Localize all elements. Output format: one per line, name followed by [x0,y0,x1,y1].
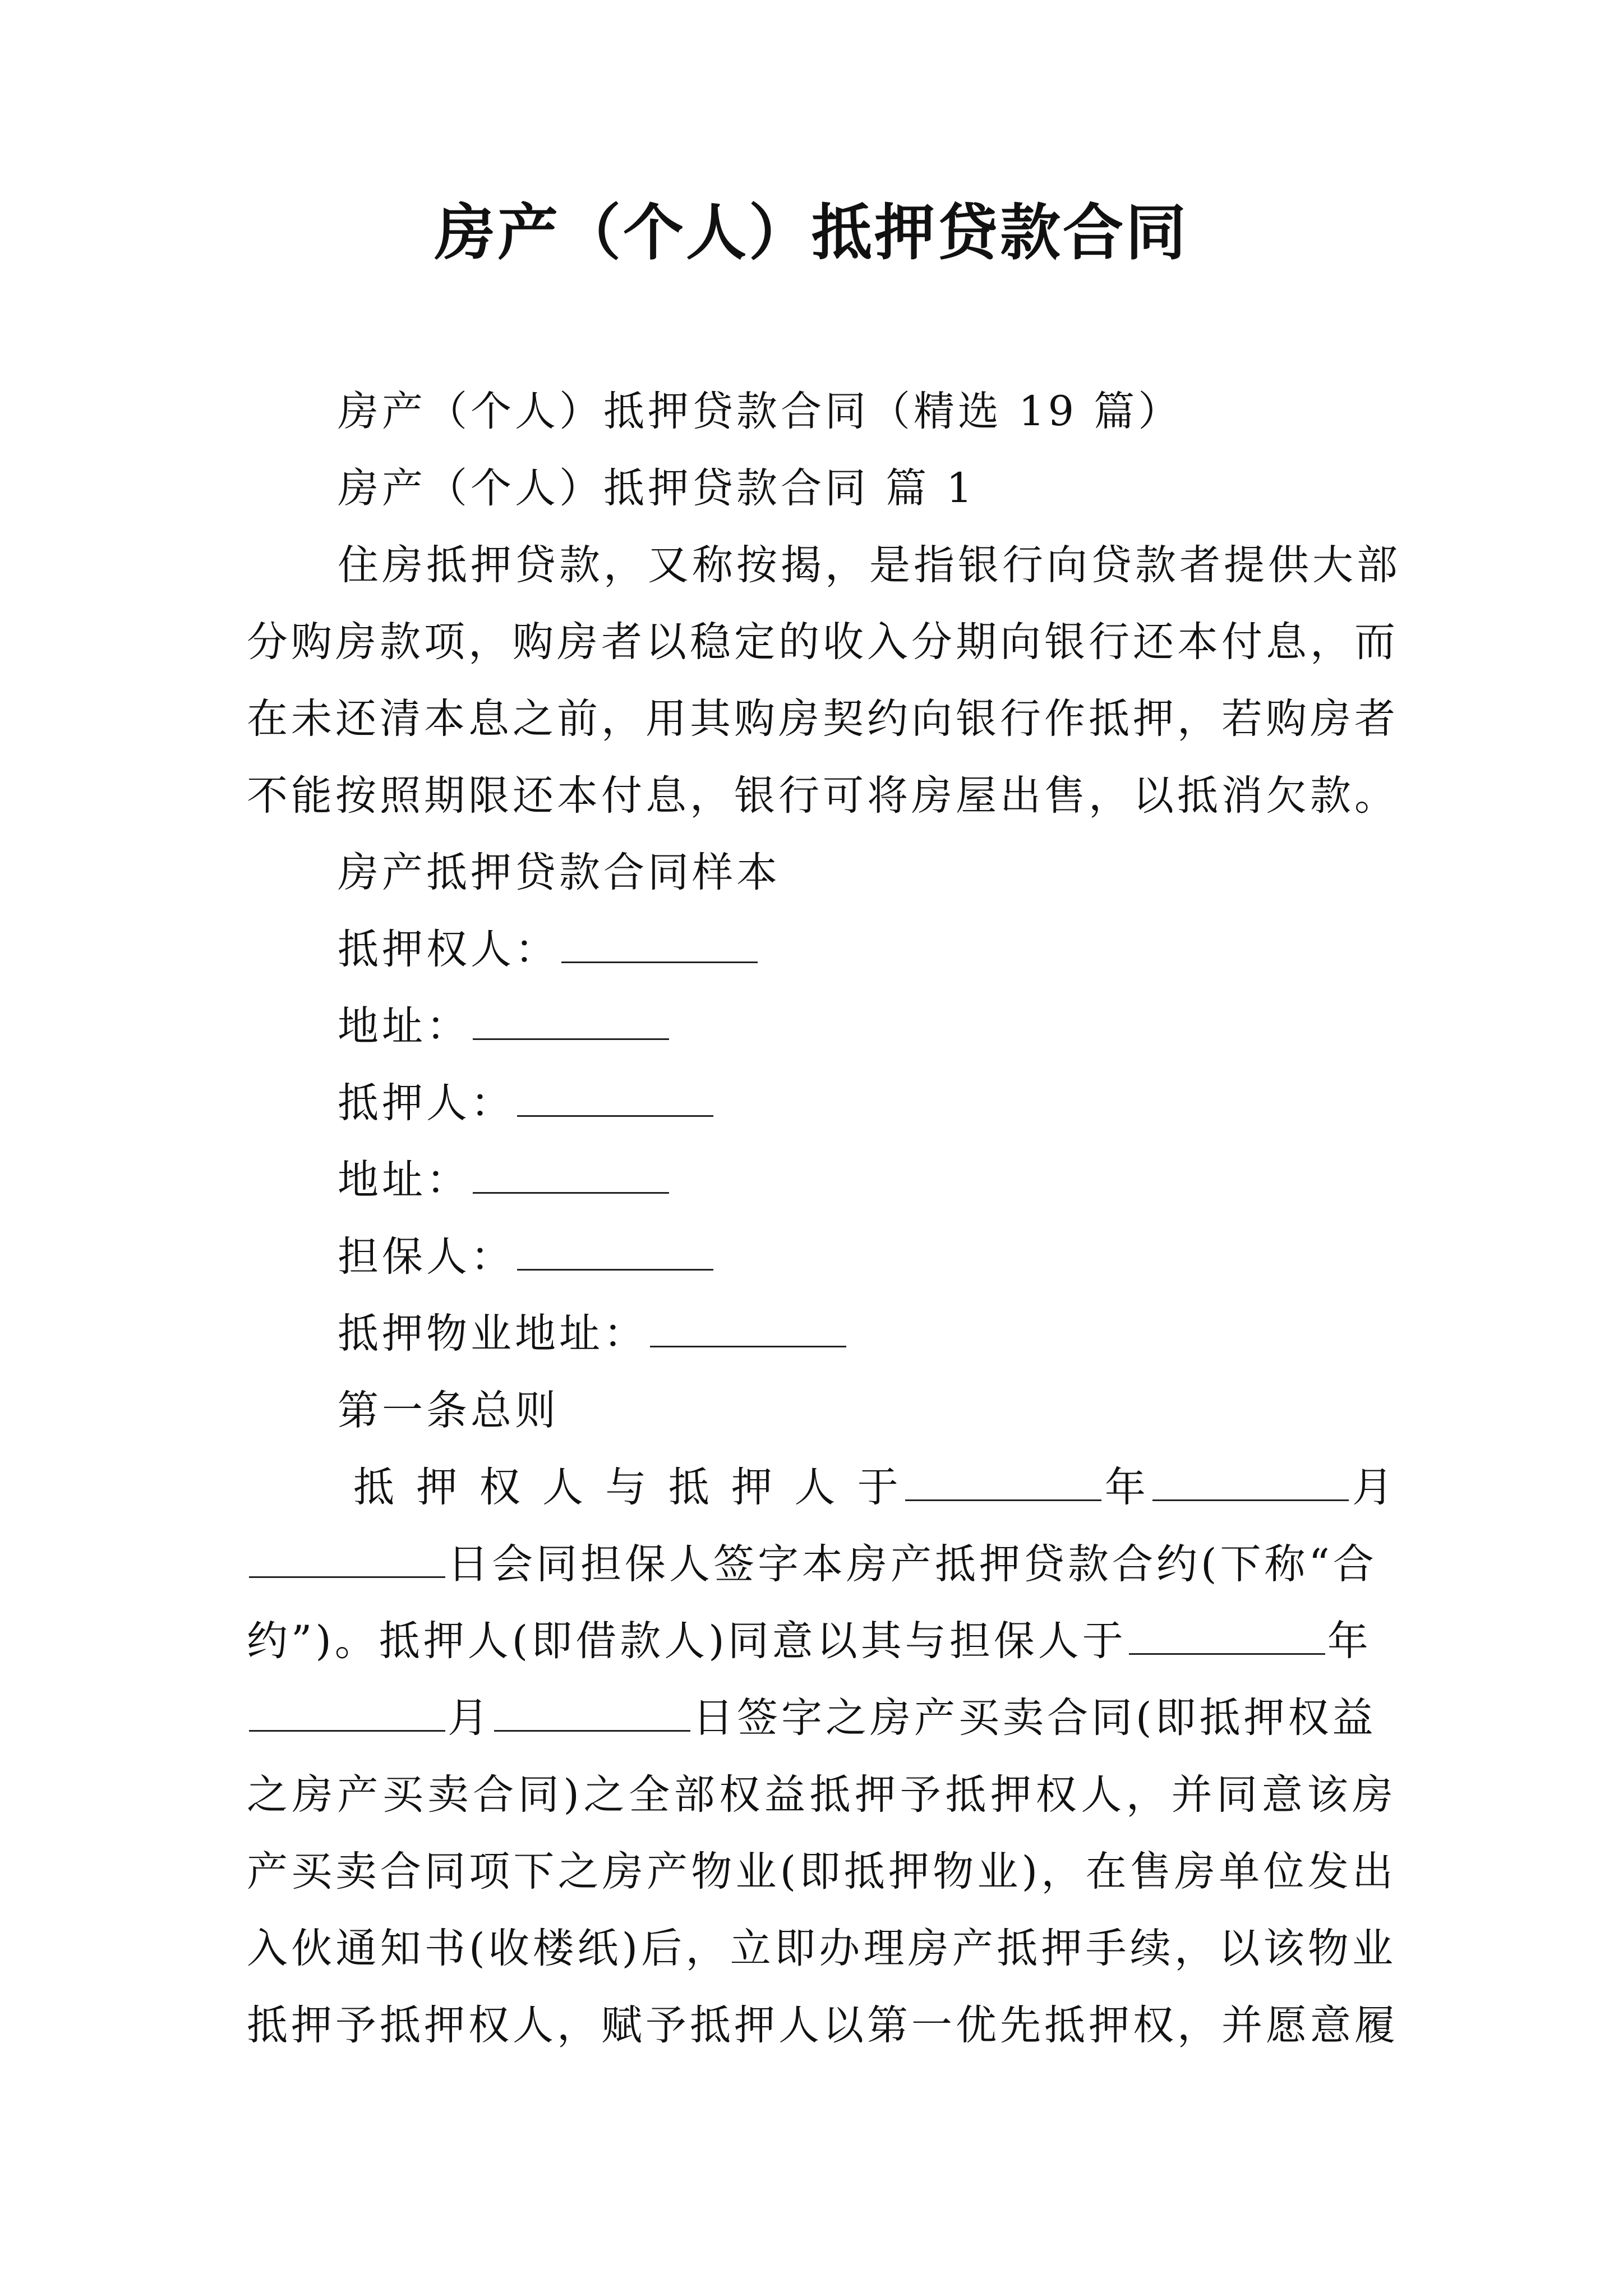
document-body [247,373,1401,2064]
text-span: 年 [1327,1617,1372,1665]
text-span: 房产（个人）抵押贷款合同 篇 1 [338,464,976,512]
text-span: 住房抵押贷款，又称按揭，是指银行向贷款者提供大部 [338,541,1401,589]
text-span: 产买卖合同项下之房产物业(即抵押物业)，在售房单位发出 [247,1848,1396,1895]
text-span: 在未还清本息之前，用其购房契约向银行作抵押，若购房者 [247,695,1399,743]
blank-line [249,1693,445,1732]
text-span: 年 [1103,1464,1150,1511]
text-span: 抵押予抵押权人，赋予抵押人以第一优先抵押权，并愿意履 [247,2001,1399,2049]
field-label: 地址： [338,1002,471,1050]
sample-heading [247,834,1396,911]
text-span: 约”)。抵押人(即借款人)同意以其与担保人于 [247,1617,1127,1665]
paragraph-line [247,1910,1396,1987]
paragraph-line [247,604,1399,680]
field-mortgagor [247,1065,1396,1142]
paragraph-line [247,1756,1396,1833]
blank-line [494,1693,690,1732]
text-span: 日会同担保人签字本房产抵押贷款合约(下称“合 [448,1540,1377,1588]
paragraph-line [247,1833,1396,1910]
field-guarantor [247,1218,1396,1295]
subtitle-line [247,373,1396,450]
field-address [247,988,1396,1065]
paragraph-line [247,1603,1396,1680]
field-property-address [247,1295,1396,1372]
text-span: 第一条总则 [338,1387,559,1434]
paragraph-line [247,1449,1396,1526]
blank-line [517,1232,713,1271]
text-span: 日签字之房产买卖合同(即抵押权益 [693,1694,1377,1742]
text-span: 不能按照期限还本付息，银行可将房屋出售，以抵消欠款。 [247,772,1399,820]
field-mortgagee [247,911,1396,988]
blank-line [1129,1616,1325,1655]
blank-line [473,1001,669,1040]
blank-line [650,1309,846,1347]
paragraph-line [247,527,1401,604]
text-span: 之房产买卖合同)之全部权益抵押予抵押权人，并同意该房 [247,1771,1396,1819]
blank-line [517,1078,713,1117]
blank-line [905,1462,1101,1501]
paragraph-line [247,1680,1396,1756]
field-label: 抵押权人： [338,926,559,973]
text-span: 房产（个人）抵押贷款合同（精选 19 篇） [338,388,1183,435]
document-title: 房产（个人）抵押贷款合同 [434,197,1188,268]
paragraph-line [247,680,1399,757]
field-label: 担保人： [338,1233,515,1281]
field-label: 地址： [338,1156,471,1204]
paragraph-line [247,757,1399,834]
field-address [247,1142,1396,1218]
text-span: 抵 押 权 人 与 抵 押 人 于 [353,1464,903,1511]
blank-line [561,924,758,963]
section-heading [247,450,1396,527]
blank-line [249,1539,445,1578]
paragraph-line [247,1987,1399,2064]
blank-line [1152,1462,1349,1501]
field-label: 抵押人： [338,1079,515,1127]
article-heading [247,1372,1396,1449]
text-span: 房产抵押贷款合同样本 [338,849,781,896]
blank-line [473,1155,669,1194]
text-span: 月 [1350,1464,1397,1511]
field-label: 抵押物业地址： [338,1310,648,1358]
text-span: 入伙通知书(收楼纸)后，立即办理房产抵押手续，以该物业 [247,1925,1396,1972]
text-span: 月 [448,1694,492,1742]
text-span: 分购房款项，购房者以稳定的收入分期向银行还本付息，而 [247,618,1399,666]
paragraph-line [247,1526,1396,1603]
